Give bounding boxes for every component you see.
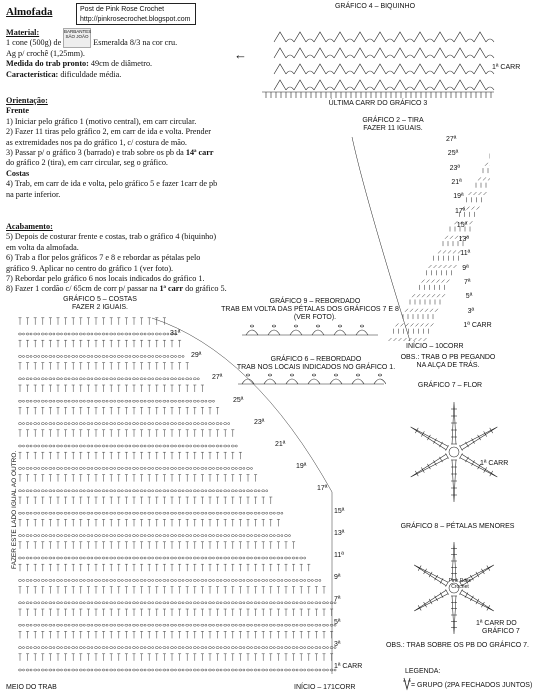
step-6-cont: gráfico 9. Aplicar no centro do gráfico 1 (ver foto). bbox=[6, 263, 174, 273]
blog-credit-url: http://pinkrosecrochet.blogspot.com bbox=[80, 16, 191, 23]
g8-stamp: Pink Rose Crochet bbox=[448, 578, 472, 590]
step-8: 8) Fazer 1 cordão c/ 65cm de corr p/ passar na 1ª carr do gráfico 5. bbox=[6, 284, 227, 294]
g5-start: INÍCIO – 171CORR bbox=[294, 684, 356, 691]
g5-middle: MEIO DO TRAB bbox=[6, 684, 57, 691]
g6-chart bbox=[236, 372, 386, 388]
g6-sub-1: TRAB NOS LOCAIS INDICADOS NO GRÁFICO 1. bbox=[236, 364, 396, 371]
g2-obs-1: OBS.: TRAB O PB PEGANDO bbox=[400, 354, 496, 361]
g5-row-label: 11ª bbox=[334, 552, 344, 559]
g5-row-label: 29ª bbox=[191, 352, 202, 360]
material-line2: Ag p/ crochê (1,25mm). bbox=[6, 48, 85, 58]
g7-title: GRÁFICO 7 – FLOR bbox=[417, 382, 483, 389]
acabamento-heading: Acabamento: bbox=[6, 222, 53, 231]
g5-row-label: 1ª CARR bbox=[334, 663, 363, 670]
material-line4: Característica: dificuldade média. bbox=[6, 69, 122, 79]
yarn-brand-logo: BARBANTES SÃO JOÃO bbox=[63, 28, 91, 48]
g2-row-label: 9ª bbox=[462, 264, 469, 272]
g2-row-label: 13ª bbox=[458, 236, 469, 244]
g5-row-label: 9ª bbox=[334, 574, 341, 582]
g2-row-label: 17ª bbox=[455, 207, 466, 215]
legend-item: = GRUPO (2PA FECHADOS JUNTOS) bbox=[411, 682, 533, 689]
g9-sub-1: TRAB EM VOLTA DAS PÉTALAS DOS GRÁFICOS 7 E 8 bbox=[221, 306, 399, 313]
g6-title: GRÁFICO 6 – REBORDADO bbox=[270, 356, 362, 363]
orientacao-heading: Orientação: bbox=[6, 96, 48, 105]
g5-row-label: 13ª bbox=[334, 529, 345, 537]
costas-heading: Costas bbox=[6, 168, 30, 178]
g9-sub-2: (VER FOTO). bbox=[293, 314, 337, 321]
g5-title-1: GRÁFICO 5 – COSTAS bbox=[63, 296, 137, 303]
g2-row-label: 27ª bbox=[446, 136, 457, 143]
step-3: 3) Passar p/ o gráfico 3 (barrado) e trab sobre os pb da 14ª carr bbox=[6, 148, 214, 158]
g5-row-label: 7ª bbox=[334, 596, 341, 604]
g2-row-label: 11ª bbox=[460, 250, 471, 258]
material-line3: Medida do trab pronto: 49cm de diâmetro. bbox=[6, 59, 153, 69]
g5-row-label: 17ª bbox=[317, 485, 328, 493]
g2-row-label: 15ª bbox=[456, 221, 468, 229]
g5-side-note: FAZER ESTE LADO IGUAL AO OUTRO. bbox=[11, 450, 18, 569]
step-4: 4) Trab, em carr de ida e volta, pelo gráfico 5 e fazer 1carr de pb bbox=[6, 179, 218, 189]
step-4-cont: na parte inferior. bbox=[6, 189, 61, 199]
material-heading: Material: bbox=[6, 28, 40, 37]
g5-row-label: 31ª bbox=[170, 330, 181, 337]
acabamento-section bbox=[6, 222, 227, 295]
g8-carr-1: 1ª CARR DO bbox=[476, 620, 517, 627]
blog-credit-name: Post de Pink Rose Crochet bbox=[80, 6, 165, 13]
step-7: 7) Rebordar pelo gráfico 6 nos locais indicados do gráfico 1. bbox=[6, 274, 205, 284]
g5-row-label: 21ª bbox=[275, 441, 286, 448]
g2-row-label: 5ª bbox=[465, 293, 473, 301]
legend-title: LEGENDA: bbox=[405, 668, 441, 675]
g2-title-1: GRÁFICO 2 – TIRA bbox=[362, 117, 424, 124]
g5-title-2: FAZER 2 IGUAIS. bbox=[71, 304, 128, 311]
g5-row-label: 27ª bbox=[212, 374, 223, 382]
g2-row-label: 25ª bbox=[447, 150, 459, 158]
g9-title: GRÁFICO 9 – REBORDADO bbox=[269, 298, 361, 305]
g8-obs: OBS.: TRAB SOBRE OS PB DO GRÁFICO 7. bbox=[385, 642, 529, 649]
blog-credit-box bbox=[76, 3, 196, 25]
step-2-cont: as extremidades nos pa do gráfico 1, c/ costura de mão. bbox=[6, 137, 187, 147]
g4-footer: ÚLTIMA CARR DO GRÁFICO 3 bbox=[328, 100, 428, 107]
g7-first-row: 1ª CARR bbox=[480, 460, 509, 467]
step-5: 5) Depois de costurar frente e costas, trab o gráfico 4 (biquinho) bbox=[6, 232, 217, 242]
g5-row-label: 19ª bbox=[296, 463, 307, 471]
frente-heading: Frente bbox=[6, 106, 30, 116]
g2-row-label: 21ª bbox=[451, 178, 462, 186]
g2-row-label: 7ª bbox=[464, 279, 471, 286]
g4-first-row: 1ª CARR bbox=[492, 64, 521, 71]
g4-chart bbox=[258, 12, 498, 102]
g2-row-label: 19ª bbox=[453, 193, 464, 201]
g2-title-2: FAZER 11 IGUAIS. bbox=[363, 125, 423, 132]
g2-start: INÍCIO – 10CORR bbox=[406, 343, 464, 350]
g8-title: GRÁFICO 8 – PÉTALAS MENORES bbox=[400, 523, 515, 530]
step-5-cont: em volta da almofada. bbox=[6, 242, 79, 252]
g2-row-label: 1ª CARR bbox=[463, 321, 492, 329]
g5-row-label: 3ª bbox=[334, 640, 341, 648]
g2-obs-2: NA ALÇA DE TRÁS. bbox=[416, 362, 480, 369]
g5-row-label: 23ª bbox=[254, 418, 265, 426]
g8-carr-2: GRÁFICO 7 bbox=[482, 628, 520, 635]
orientacao-section bbox=[6, 96, 217, 200]
g2-row-label: 23ª bbox=[449, 164, 460, 172]
g7-chart bbox=[398, 390, 510, 512]
material-line1: 1 cone (500g) de Esmeralda 8/3 na cor cru. bbox=[6, 38, 178, 48]
g5-row-label: 15ª bbox=[334, 507, 345, 515]
step-1: 1) Iniciar pelo gráfico 1 (motivo central), em carr circular. bbox=[6, 116, 197, 126]
arrow-left-icon: ← bbox=[234, 47, 247, 62]
g2-row-label: 3ª bbox=[467, 307, 475, 315]
material-section bbox=[6, 28, 177, 80]
step-6: 6) Trab a flor pelos gráficos 7 e 8 e rebordar as pétalas pelo bbox=[6, 253, 201, 263]
step-3-cont: do gráfico 2 (tira), em carr circular, seg o gráfico. bbox=[6, 158, 168, 168]
page-title: Almofada bbox=[6, 6, 53, 18]
g4-title: GRÁFICO 4 – BIQUINHO bbox=[334, 3, 416, 10]
g9-chart bbox=[240, 323, 380, 339]
g5-row-label: 25ª bbox=[233, 396, 244, 404]
g5-row-label: 5ª bbox=[334, 618, 341, 626]
step-2: 2) Fazer 11 tiras pelo gráfico 2, em carr de ida e volta. Prender bbox=[6, 127, 211, 137]
